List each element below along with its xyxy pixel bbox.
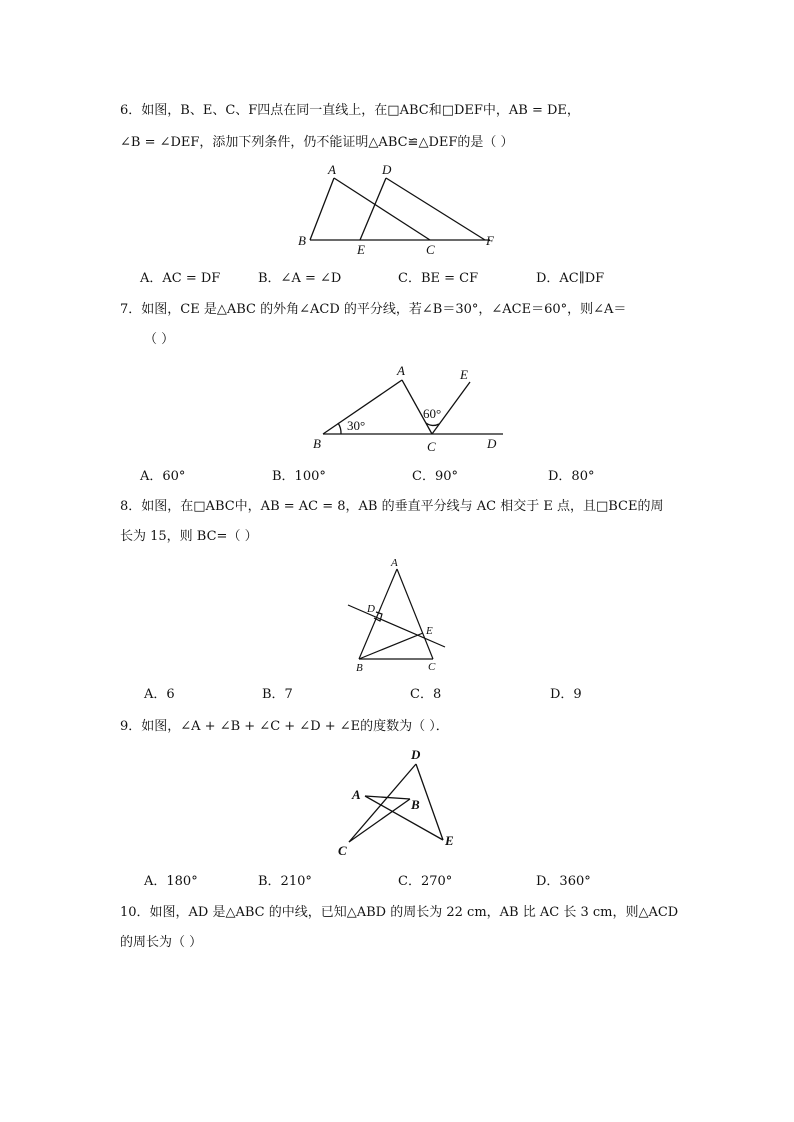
q7-option-b[interactable]: B．100° [272,469,326,484]
q8-figure [340,555,452,672]
q7-figure [305,360,515,455]
q8-label-b: B [356,662,363,672]
q7-line2: （ ） [144,332,175,347]
q7-label-e: E [460,367,468,382]
q9-side-cb [349,799,410,842]
q9-label-a: A [352,787,361,802]
q6-option-d[interactable]: D．AC∥DF [536,271,605,286]
q6-label-a: A [328,162,336,177]
q8-option-b[interactable]: B．7 [262,687,293,702]
q7-angle-b: 30° [347,418,366,433]
q9-option-c[interactable]: C．270° [398,874,453,889]
q7-option-d[interactable]: D．80° [548,469,595,484]
q6-line1: 6．如图，B、E、C、F四点在同一直线上，在□ABC和□DEF中，AB = DE， [120,103,580,118]
q9-label-b: B [411,797,420,812]
q9-figure [335,742,465,860]
q8-option-a[interactable]: A．6 [144,687,175,702]
q8-option-c[interactable]: C．8 [410,687,442,702]
q8-label-e: E [426,625,433,637]
q7-label-b: B [313,436,321,451]
q8-label-d: D [367,603,375,615]
q6-option-c[interactable]: C．BE = CF [398,271,479,286]
q8-line2: 长为 15，则 BC=（ ） [120,529,258,544]
q7-line1: 7．如图，CE 是△ABC 的外角∠ACD 的平分线，若∠B＝30°，∠ACE＝60°，则∠A＝ [120,302,627,317]
q10-line2: 的周长为（ ） [120,935,203,950]
q8-side-ac [397,569,433,659]
q6-label-d: D [382,162,392,177]
q6-side-ab [310,178,334,240]
q7-label-a: A [397,363,405,378]
q9-option-b[interactable]: B．210° [258,874,312,889]
q6-label-e: E [357,242,365,257]
q6-side-df [386,178,485,240]
q8-label-a: A [391,557,398,569]
q7-angle-arc-c [426,423,439,425]
q8-option-d[interactable]: D．9 [550,687,582,702]
q6-line2: ∠B = ∠DEF，添加下列条件，仍不能证明△ABC≌△DEF的是（ ） [120,135,514,150]
q9-option-d[interactable]: D．360° [536,874,591,889]
q6-label-b: B [298,233,306,248]
q6-figure [290,160,505,260]
q6-option-a[interactable]: A．AC = DF [140,271,221,286]
q7-label-c: C [427,439,436,454]
q7-label-d: D [487,436,497,451]
q9-label-e: E [445,833,454,848]
q9-label-d: D [411,747,421,762]
q9-line1: 9．如图，∠A + ∠B + ∠C + ∠D + ∠E的度数为（ ）． [120,719,449,734]
q6-label-f: F [486,233,494,248]
q10-line1: 10．如图，AD 是△ABC 的中线，已知△ABD 的周长为 22 cm，AB 比 AC 长 3 cm，则△ACD [120,905,679,920]
q7-option-a[interactable]: A．60° [140,469,186,484]
q6-label-c: C [426,242,435,257]
q8-line1: 8．如图，在□ABC中，AB = AC = 8，AB 的垂直平分线与 AC 相交于 E 点，且□BCE的周 [120,499,664,514]
q7-angle-arc-b [338,423,341,434]
q7-option-c[interactable]: C．90° [412,469,458,484]
q6-option-b[interactable]: B．∠A = ∠D [258,271,342,286]
q9-side-dc [349,764,416,842]
q8-label-c: C [428,661,436,672]
q9-label-c: C [338,843,347,858]
q9-option-a[interactable]: A．180° [144,874,198,889]
q9-side-de [416,764,443,840]
q7-angle-c: 60° [423,406,442,421]
